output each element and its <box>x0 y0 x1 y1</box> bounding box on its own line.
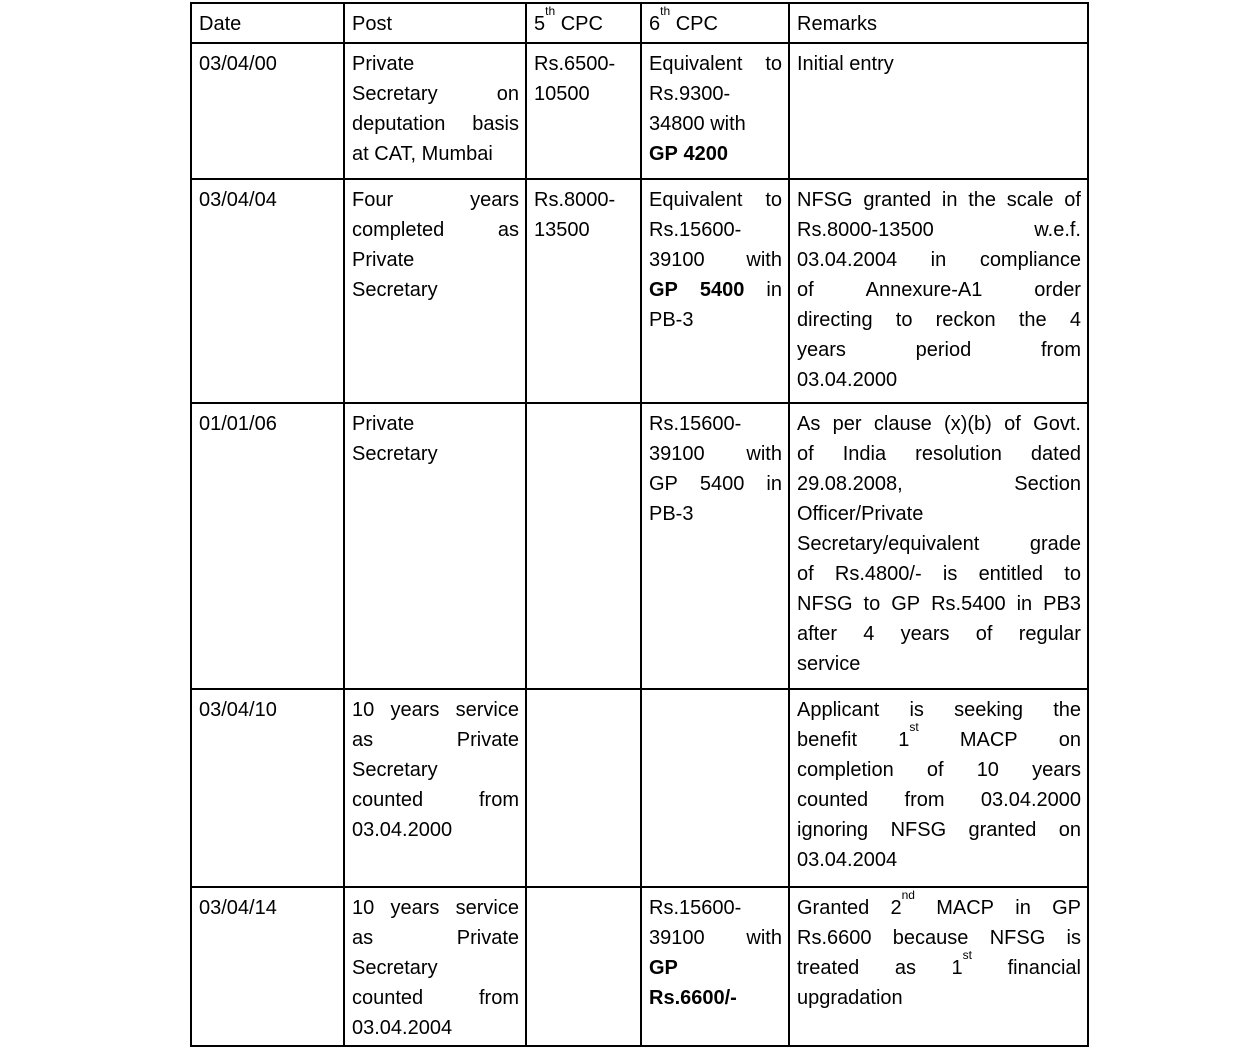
text-line: 29.08.2008, Section <box>797 473 1081 495</box>
text-line: upgradation <box>797 987 903 1009</box>
text-line: Rs.15600- <box>649 219 742 241</box>
text-line: 03.04.2004 <box>352 1017 453 1039</box>
column-header-remarks <box>789 3 1088 43</box>
text-line: NFSG granted in the scale of <box>797 189 1081 211</box>
text-line: benefit 1st MACP on <box>797 720 1081 751</box>
text-line: 10500 <box>534 83 590 105</box>
text-line: Secretary <box>352 279 438 301</box>
text-line: Rs.8000- <box>534 189 616 211</box>
text-line: completed as <box>352 219 519 241</box>
cell-date <box>191 179 344 403</box>
cell-cpc5 <box>526 887 641 1046</box>
text-line: 03.04.2000 <box>352 819 453 841</box>
text-line: ignoring NFSG granted on <box>797 819 1081 841</box>
text-line: deputation basis <box>352 113 519 135</box>
cell-cpc5 <box>526 43 641 179</box>
text-line: 10 years service <box>352 897 519 919</box>
header-row <box>191 3 1088 43</box>
cell-cpc5 <box>526 403 641 689</box>
table-row <box>191 689 1088 887</box>
text-line: 39100 with <box>649 927 782 949</box>
cell-remarks <box>789 887 1088 1046</box>
text-line: Secretary <box>352 443 438 465</box>
text-line: 03/04/00 <box>199 53 277 75</box>
text-line: Rs.15600- <box>649 413 742 435</box>
text-line: 03.04.2004 <box>797 849 898 871</box>
text-line: at CAT, Mumbai <box>352 143 493 165</box>
table-body <box>191 43 1088 1046</box>
text-line: counted from 03.04.2000 <box>797 789 1081 811</box>
text-line: after 4 years of regular <box>797 623 1081 645</box>
text-line: 13500 <box>534 219 590 241</box>
text-line: Initial entry <box>797 53 894 75</box>
cell-remarks <box>789 689 1088 887</box>
text-line: 03/04/14 <box>199 897 277 919</box>
text-line: 34800 with <box>649 113 746 135</box>
cell-date <box>191 887 344 1046</box>
text-line: Four years <box>352 189 519 211</box>
cell-post <box>344 403 526 689</box>
text-line: as Private <box>352 927 519 949</box>
text-line: GP <box>649 957 678 979</box>
text-line: directing to reckon the 4 <box>797 309 1081 331</box>
text-line: Rs.6600/- <box>649 987 737 1009</box>
column-header-date <box>191 3 344 43</box>
text-line: 03/04/10 <box>199 699 277 721</box>
text-line: As per clause (x)(b) of Govt. <box>797 413 1081 435</box>
cell-cpc6 <box>641 43 789 179</box>
text-line: Rs.8000-13500 w.e.f. <box>797 219 1081 241</box>
text-line: Private <box>352 53 415 75</box>
text-line: Officer/Private <box>797 503 924 525</box>
cell-date <box>191 43 344 179</box>
text-line: Secretary <box>352 759 438 781</box>
text-line: Private <box>352 249 415 271</box>
text-line: 39100 with <box>649 249 782 271</box>
text-line: service <box>797 653 861 675</box>
text-line: 03.04.2000 <box>797 369 898 391</box>
text-line: Rs.6500- <box>534 53 616 75</box>
text-line: of India resolution dated <box>797 443 1081 465</box>
text-line: Secretary on <box>352 83 519 105</box>
cell-date <box>191 689 344 887</box>
text-line: Equivalent to <box>649 189 782 211</box>
cell-date <box>191 403 344 689</box>
table-row <box>191 887 1088 1046</box>
text-line: Applicant is seeking the <box>797 699 1081 721</box>
text-line: 03.04.2004 in compliance <box>797 249 1081 271</box>
text-line: NFSG to GP Rs.5400 in PB3 <box>797 593 1081 615</box>
table-row <box>191 179 1088 403</box>
text-line: Private <box>352 413 415 435</box>
cell-cpc5 <box>526 179 641 403</box>
text-line: Rs.15600- <box>649 897 742 919</box>
text-line: of Annexure-A1 order <box>797 279 1081 301</box>
cell-cpc6 <box>641 403 789 689</box>
column-header-post <box>344 3 526 43</box>
cell-cpc6 <box>641 887 789 1046</box>
cell-post <box>344 887 526 1046</box>
text-line: as Private <box>352 729 519 751</box>
table-row <box>191 43 1088 179</box>
text-line: Secretary/equivalent grade <box>797 533 1081 555</box>
text-line: 39100 with <box>649 443 782 465</box>
text-line: years period from <box>797 339 1081 361</box>
text-line: 01/01/06 <box>199 413 277 435</box>
cell-remarks <box>789 43 1088 179</box>
text-line: of Rs.4800/- is entitled to <box>797 563 1081 585</box>
text-line: Equivalent to <box>649 53 782 75</box>
text-line: counted from <box>352 987 519 1009</box>
cell-remarks <box>789 179 1088 403</box>
cell-cpc6 <box>641 179 789 403</box>
text-line: counted from <box>352 789 519 811</box>
text-line: GP 5400 in <box>649 473 782 495</box>
text-line: Granted 2nd MACP in GP <box>797 888 1081 919</box>
text-line: Rs.6600 because NFSG is <box>797 927 1081 949</box>
text-line: Date <box>199 13 242 35</box>
text-line: PB-3 <box>649 503 694 525</box>
cell-post <box>344 689 526 887</box>
text-line: 6th CPC <box>649 4 718 35</box>
text-line: GP 4200 <box>649 143 728 165</box>
cell-post <box>344 43 526 179</box>
text-line: 10 years service <box>352 699 519 721</box>
text-line: GP 5400 in <box>649 279 782 301</box>
text-line: Post <box>352 13 393 35</box>
column-header-cpc6 <box>641 3 789 43</box>
table-row <box>191 403 1088 689</box>
service-history-table <box>190 2 1089 1047</box>
text-line: completion of 10 years <box>797 759 1081 781</box>
text-line: PB-3 <box>649 309 694 331</box>
text-line: Secretary <box>352 957 438 979</box>
text-line: Remarks <box>797 13 878 35</box>
cell-remarks <box>789 403 1088 689</box>
text-line: 03/04/04 <box>199 189 277 211</box>
text-line: Rs.9300- <box>649 83 731 105</box>
text-line: treated as 1st financial <box>797 948 1081 979</box>
column-header-cpc5 <box>526 3 641 43</box>
cell-post <box>344 179 526 403</box>
text-line: 5th CPC <box>534 4 603 35</box>
cell-cpc5 <box>526 689 641 887</box>
cell-cpc6 <box>641 689 789 887</box>
